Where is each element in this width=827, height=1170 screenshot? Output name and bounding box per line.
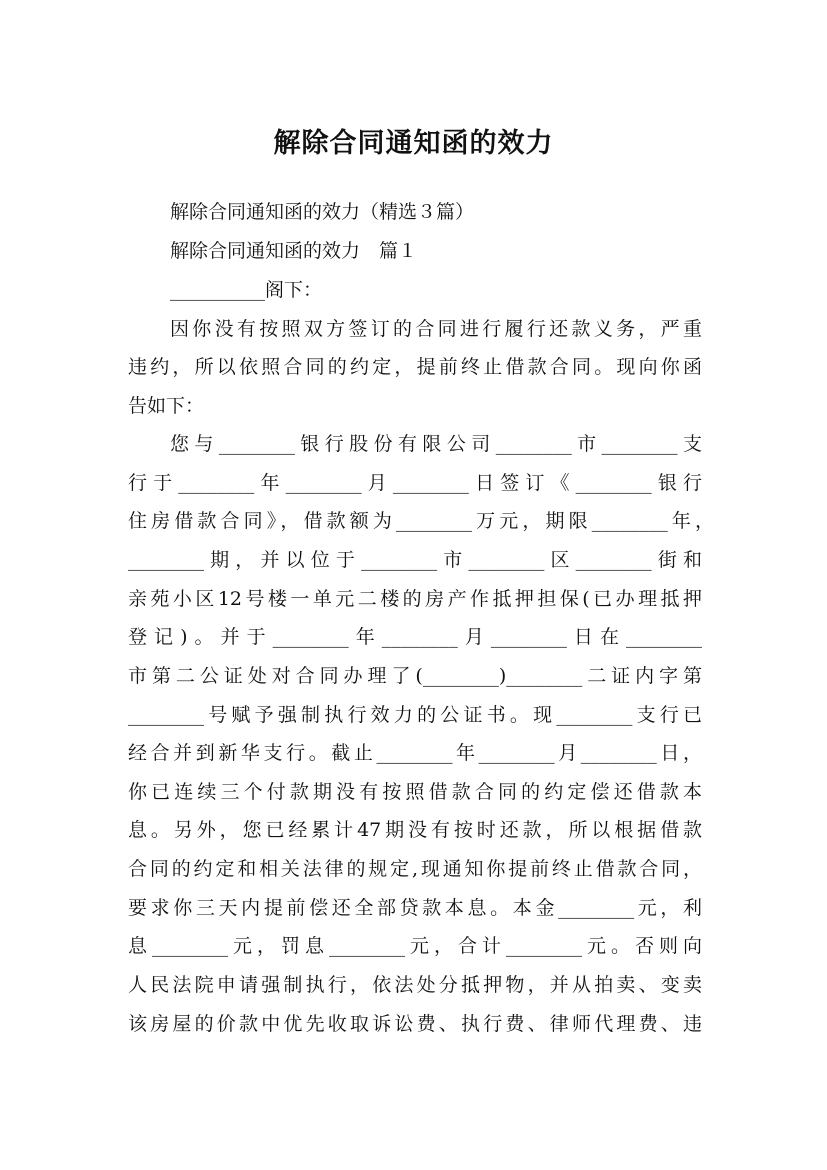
paragraph-line: 违约，所以依照合同的约定，提前终止借款合同。现向你函 <box>128 356 702 378</box>
paragraph-line: 行于________年________月________日签订《________银行 <box>128 472 702 494</box>
paragraph-line: 经合并到新华支行。截止________年________月________日， <box>128 742 702 764</box>
page-title: 解除合同通知函的效力 <box>273 128 554 160</box>
paragraph-line: 因你没有按照双方签订的合同进行履行还款义务，严重 <box>170 318 702 340</box>
paragraph-line: 告如下： <box>128 395 205 417</box>
paragraph-line: 人民法院申请强制执行，依法处分抵押物，并从拍卖、变卖 <box>128 974 702 996</box>
paragraph-line: ________号赋予强制执行效力的公证书。现________支行已 <box>128 704 702 726</box>
paragraph-line: ________期，并以位于________市________区________街和 <box>128 549 702 571</box>
paragraph-line: 市第二公证处对合同办理了(________)________二证内字第 <box>128 665 702 687</box>
subtitle-line: 解除合同通知函的效力（精选３篇） <box>170 201 475 223</box>
paragraph-line: 亲苑小区12号楼一单元二楼的房产作抵押担保(已办理抵押 <box>128 588 702 610</box>
section-heading: 解除合同通知函的效力 篇１ <box>170 240 418 262</box>
paragraph-line: 你已连续三个付款期没有按照借款合同的约定偿还借款本 <box>128 781 702 803</box>
paragraph-line: 要求你三天内提前偿还全部贷款本息。本金________元，利 <box>128 897 702 919</box>
paragraph-line: 您与________银行股份有限公司________市________支 <box>170 433 702 455</box>
paragraph-line: 息。另外，您已经累计47期没有按时还款，所以根据借款 <box>128 819 702 841</box>
paragraph-line: 住房借款合同》，借款额为________万元，期限________年， <box>128 510 714 532</box>
paragraph-line: 登记)。并于________年________月________日在________ <box>128 626 702 648</box>
paragraph-line: 合同的约定和相关法律的规定,现通知你提前终止借款合同， <box>128 858 702 880</box>
paragraph-line: 息________元，罚息________元，合计________元。否则向 <box>128 935 702 957</box>
salutation-line: __________阁下： <box>170 279 323 301</box>
paragraph-line: 该房屋的价款中优先收取诉讼费、执行费、律师代理费、违 <box>128 1013 702 1035</box>
